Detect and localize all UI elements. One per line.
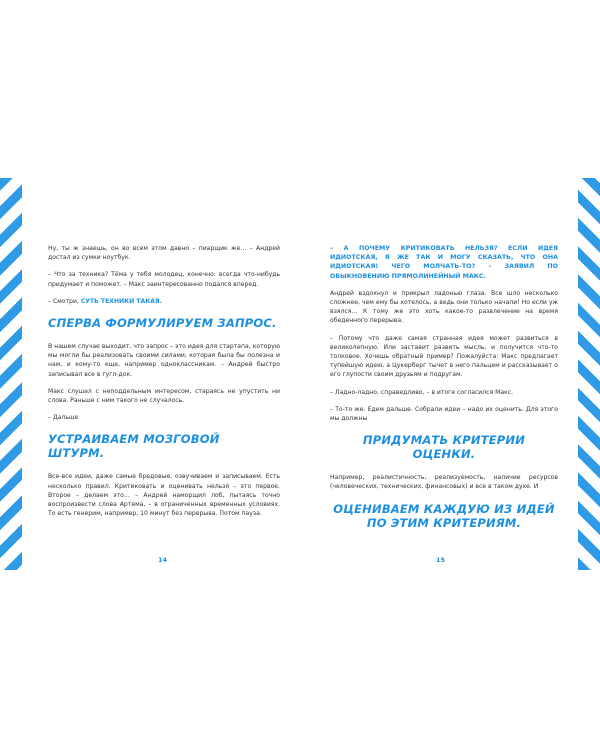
page-number-left: 14 (158, 556, 168, 564)
left-page (48, 244, 280, 526)
lead-paragraph: – А ПОЧЕМУ КРИТИКОВАТЬ НЕЛЬЗЯ? ЕСЛИ ИДЕЯ ИДИОТСКАЯ, Я ЖЕ ТАК И МОГУ СКАЗАТЬ, ЧТО ОНА ИДИОТСКАЯ! ЧЕГО МОЛЧАТЬ-ТО? – ЗАЯВИЛ ПО ОБЫКНОВЕНИЮ ПРЯМОЛИНЕЙНЫЙ МАКС. (330, 245, 558, 280)
section-heading-multiline (330, 502, 558, 530)
paragraph: – Что за техника? Тёма у тебя молодец, конечно: всегда что-нибудь придумает и поможет. – Макс заинтересованно подался вперед. (48, 271, 280, 288)
paragraph: Ну, ты ж знаешь, он во всем этом давно – пиарщик же… – Андрей достал из сумки ноутбук. (48, 245, 280, 262)
left-stripe-border (0, 178, 22, 570)
paragraph: – Потому что даже самая странная идея может развиться в великолепную. Или заставит развить мысль, и получится что-то толковое. Хочешь обратный пример? Пожалуйста: Макс предлагает тупейшую идею, а Цукерберг тычет в него пальцем и рассказывает о его глупости своим друзьям и подругам. (330, 334, 558, 379)
paragraph: Все-все идеи, даже самые бредовые, озвучиваем и записываем. Есть несколько правил. Критиковать и оценивать нельзя – это первое. Второе – делаем это… – Андрей наморщил лоб, пытаясь точно воспроизвести слова Артема, – в ограниченных временных условиях. То есть генерим, например, 10 минут без перерыва. Потом пауза. (48, 473, 280, 518)
paragraph: Андрей вздохнул и прикрыл ладонью глаза. Все шло несколько сложнее, чем ему бы хотелось, а ведь они только начали! Но если уж взялся… К тому же это хоть какое-то развлечение на время обеденного перерыва. (330, 289, 558, 325)
paragraph-text: – Смотри, (48, 297, 81, 305)
paragraph: – То-то же. Едем дальше. Собрали идеи – надо их оценить. Для этого мы должны (330, 405, 558, 423)
heading-line: ПО ЭТИМ КРИТЕРИЯМ. (366, 515, 522, 530)
paragraph: Например, реалистичность, реализуемость, наличие ресурсов (человеческих, технических, финансовых) и все в таком духе. И (330, 474, 558, 491)
page-number-right: 15 (436, 556, 446, 564)
section-heading: СПЕРВА ФОРМУЛИРУЕМ ЗАПРОС. (48, 316, 277, 331)
section-heading: ПРИДУМАТЬ КРИТЕРИИ ОЦЕНКИ. (362, 433, 526, 462)
paragraph: – Дальше (48, 414, 79, 422)
paragraph: – Ладно-ладно, справедливо, – в итоге согласился Макс. (330, 388, 514, 396)
paragraph: В нашем случае выходит, что запрос – это идея для стартапа, которую мы могли бы реализовать своими силами, которая была бы полезна и нам, и кому-то еще, например одноклассникам. – Андрей быстро записывал все в гугл-док. (48, 343, 280, 378)
section-heading: УСТРАИВАЕМ МОЗГОВОЙ ШТУРМ. (48, 432, 220, 461)
right-stripe-border (578, 178, 600, 570)
right-page (330, 244, 558, 542)
paragraph: Макс слушал с неподдельным интересом, стараясь не упустить ни слова. Раньше с ним такого не случалось. (48, 387, 280, 405)
highlighted-phrase: СУТЬ ТЕХНИКИ ТАКАЯ. (80, 297, 162, 305)
heading-line: ОЦЕНИВАЕМ КАЖДУЮ ИЗ ИДЕЙ (333, 501, 555, 516)
paragraph (48, 297, 280, 306)
